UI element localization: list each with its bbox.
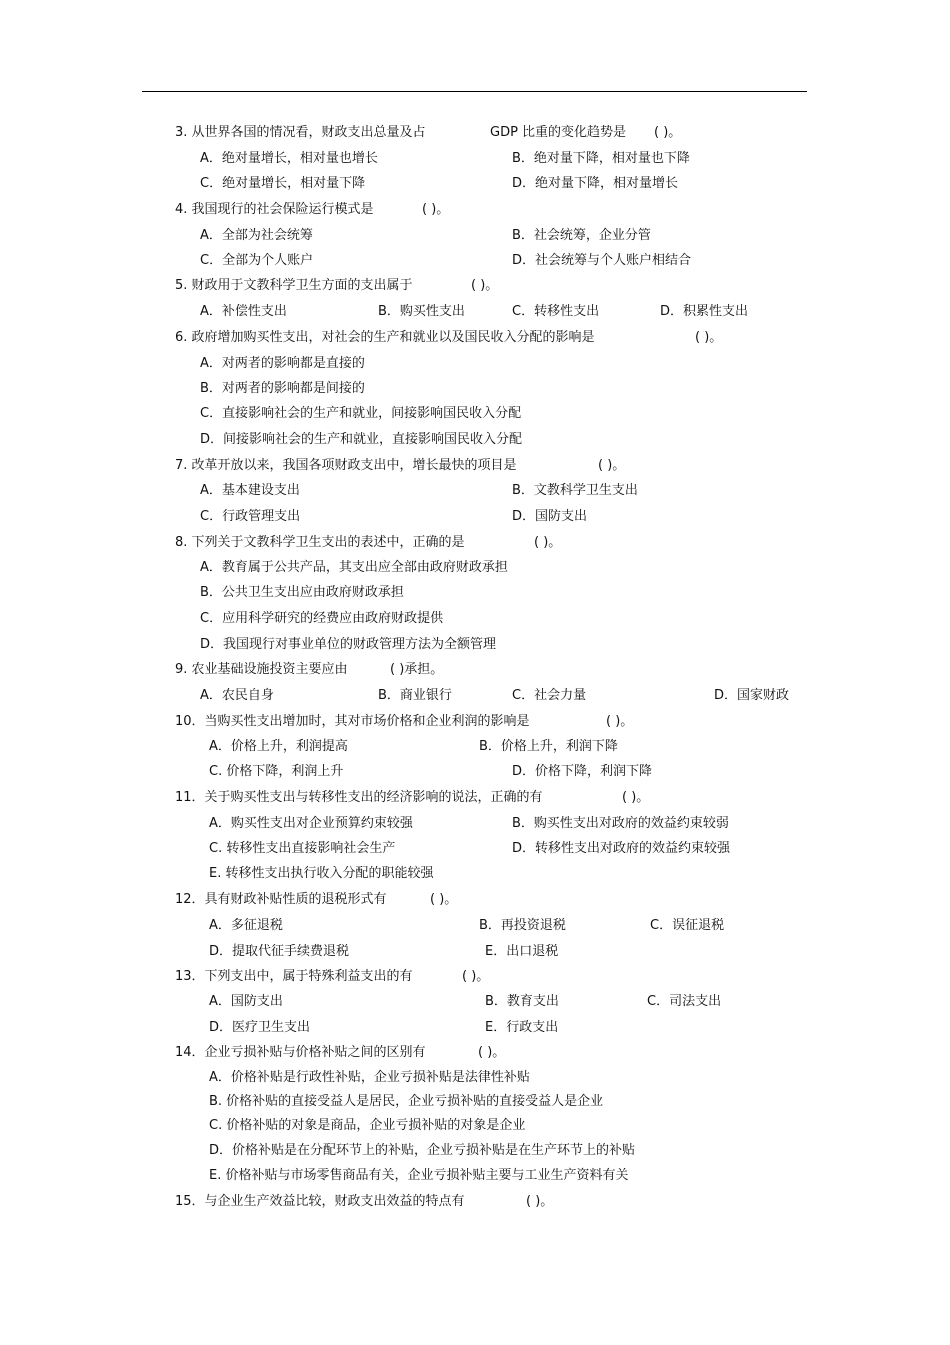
option-11a: A．购买性支出对企业预算约束较强	[209, 816, 413, 831]
question-stem-9: 9. 农业基础设施投资主要应由	[175, 662, 348, 677]
option-6b: B．对两者的影响都是间接的	[200, 381, 365, 396]
question-stem-8: 8. 下列关于文教科学卫生支出的表述中，正确的是	[175, 535, 465, 550]
option-11c: C. 转移性支出直接影响社会生产	[209, 841, 396, 856]
option-13a: A．国防支出	[209, 994, 283, 1009]
option-13e: E．行政支出	[485, 1020, 559, 1035]
option-13c: C．司法支出	[647, 994, 722, 1009]
option-9c: C．社会力量	[512, 688, 587, 703]
option-7b: B．文教科学卫生支出	[512, 483, 638, 498]
option-14b: B. 价格补贴的直接受益人是居民，企业亏损补贴的直接受益人是企业	[209, 1094, 604, 1109]
answer-blank-7: ( )。	[598, 458, 626, 473]
header-rule	[142, 91, 807, 92]
answer-blank-14: ( )。	[478, 1045, 506, 1060]
option-10d: D．价格下降，利润下降	[512, 764, 653, 779]
question-stem-12: 12．具有财政补贴性质的退税形式有	[175, 892, 387, 907]
question-stem-14: 14．企业亏损补贴与价格补贴之间的区别有	[175, 1045, 426, 1060]
option-12c: C．误征退税	[650, 918, 725, 933]
option-11d: D．转移性支出对政府的效益约束较强	[512, 841, 731, 856]
option-3a: A．绝对量增长，相对量也增长	[200, 151, 378, 166]
answer-blank-10: ( )。	[606, 714, 634, 729]
answer-blank-6: ( )。	[695, 330, 723, 345]
answer-blank-8: ( )。	[534, 535, 562, 550]
question-stem-6: 6. 政府增加购买性支出，对社会的生产和就业以及国民收入分配的影响是	[175, 330, 595, 345]
option-10c: C. 价格下降，利润上升	[209, 764, 344, 779]
option-6c: C．直接影响社会的生产和就业，间接影响国民收入分配	[200, 406, 522, 421]
option-7c: C．行政管理支出	[200, 509, 301, 524]
option-4d: D．社会统筹与个人账户相结合	[512, 253, 692, 268]
option-8c: C．应用科学研究的经费应由政府财政提供	[200, 611, 444, 626]
option-11e: E. 转移性支出执行收入分配的职能较强	[209, 866, 434, 881]
question-stem-13: 13．下列支出中，属于特殊利益支出的有	[175, 969, 413, 984]
option-5d: D．积累性支出	[660, 304, 749, 319]
question-stem-15: 15．与企业生产效益比较，财政支出效益的特点有	[175, 1194, 465, 1209]
option-14c: C. 价格补贴的对象是商品，企业亏损补贴的对象是企业	[209, 1118, 526, 1133]
question-stem-4: 4. 我国现行的社会保险运行模式是	[175, 202, 374, 217]
option-5b: B．购买性支出	[378, 304, 465, 319]
answer-blank-13: ( )。	[462, 969, 490, 984]
option-6d: D．间接影响社会的生产和就业，直接影响国民收入分配	[200, 432, 523, 447]
option-7a: A．基本建设支出	[200, 483, 300, 498]
answer-blank-11: ( )。	[622, 790, 650, 805]
answer-blank-4: ( )。	[422, 202, 450, 217]
option-10a: A．价格上升，利润提高	[209, 739, 348, 754]
question-stem-11: 11．关于购买性支出与转移性支出的经济影响的说法，正确的有	[175, 790, 543, 805]
option-11b: B．购买性支出对政府的效益约束较弱	[512, 816, 729, 831]
question-stem-10: 10．当购买性支出增加时，其对市场价格和企业利润的影响是	[175, 714, 530, 729]
option-6a: A．对两者的影响都是直接的	[200, 356, 365, 371]
question-stem-3-tail: GDP 比重的变化趋势是	[490, 125, 627, 140]
answer-blank-5: ( )。	[471, 278, 499, 293]
option-13b: B．教育支出	[485, 994, 559, 1009]
answer-blank-9: ( )承担。	[390, 662, 444, 677]
question-stem-5: 5. 财政用于文教科学卫生方面的支出属于	[175, 278, 413, 293]
option-12e: E．出口退税	[485, 944, 559, 959]
option-13d: D．医疗卫生支出	[209, 1020, 311, 1035]
option-5a: A．补偿性支出	[200, 304, 287, 319]
option-12a: A．多征退税	[209, 918, 283, 933]
option-3b: B．绝对量下降，相对量也下降	[512, 151, 690, 166]
option-8a: A．教育属于公共产品，其支出应全部由政府财政承担	[200, 560, 508, 575]
answer-blank-12: ( )。	[430, 892, 458, 907]
option-8b: B．公共卫生支出应由政府财政承担	[200, 585, 404, 600]
option-3c: C．绝对量增长，相对量下降	[200, 176, 366, 191]
option-3d: D．绝对量下降，相对量增长	[512, 176, 679, 191]
question-stem-3: 3. 从世界各国的情况看，财政支出总量及占	[175, 125, 426, 140]
option-4a: A．全部为社会统筹	[200, 228, 313, 243]
option-12d: D．提取代征手续费退税	[209, 944, 350, 959]
option-14e: E. 价格补贴与市场零售商品有关，企业亏损补贴主要与工业生产资料有关	[209, 1168, 629, 1183]
option-4b: B．社会统筹，企业分管	[512, 228, 651, 243]
answer-blank-3: ( )。	[654, 125, 682, 140]
option-7d: D．国防支出	[512, 509, 588, 524]
option-4c: C．全部为个人账户	[200, 253, 314, 268]
option-12b: B．再投资退税	[479, 918, 566, 933]
option-14a: A．价格补贴是行政性补贴，企业亏损补贴是法律性补贴	[209, 1070, 530, 1085]
option-10b: B．价格上升，利润下降	[479, 739, 618, 754]
option-9a: A．农民自身	[200, 688, 274, 703]
question-stem-7: 7. 改革开放以来，我国各项财政支出中，增长最快的项目是	[175, 458, 517, 473]
option-9d: D．国家财政	[714, 688, 790, 703]
option-9b: B．商业银行	[378, 688, 452, 703]
option-5c: C．转移性支出	[512, 304, 600, 319]
option-8d: D．我国现行对事业单位的财政管理方法为全额管理	[200, 637, 497, 652]
answer-blank-15: ( )。	[526, 1194, 554, 1209]
option-14d: D．价格补贴是在分配环节上的补贴，企业亏损补贴是在生产环节上的补贴	[209, 1143, 636, 1158]
